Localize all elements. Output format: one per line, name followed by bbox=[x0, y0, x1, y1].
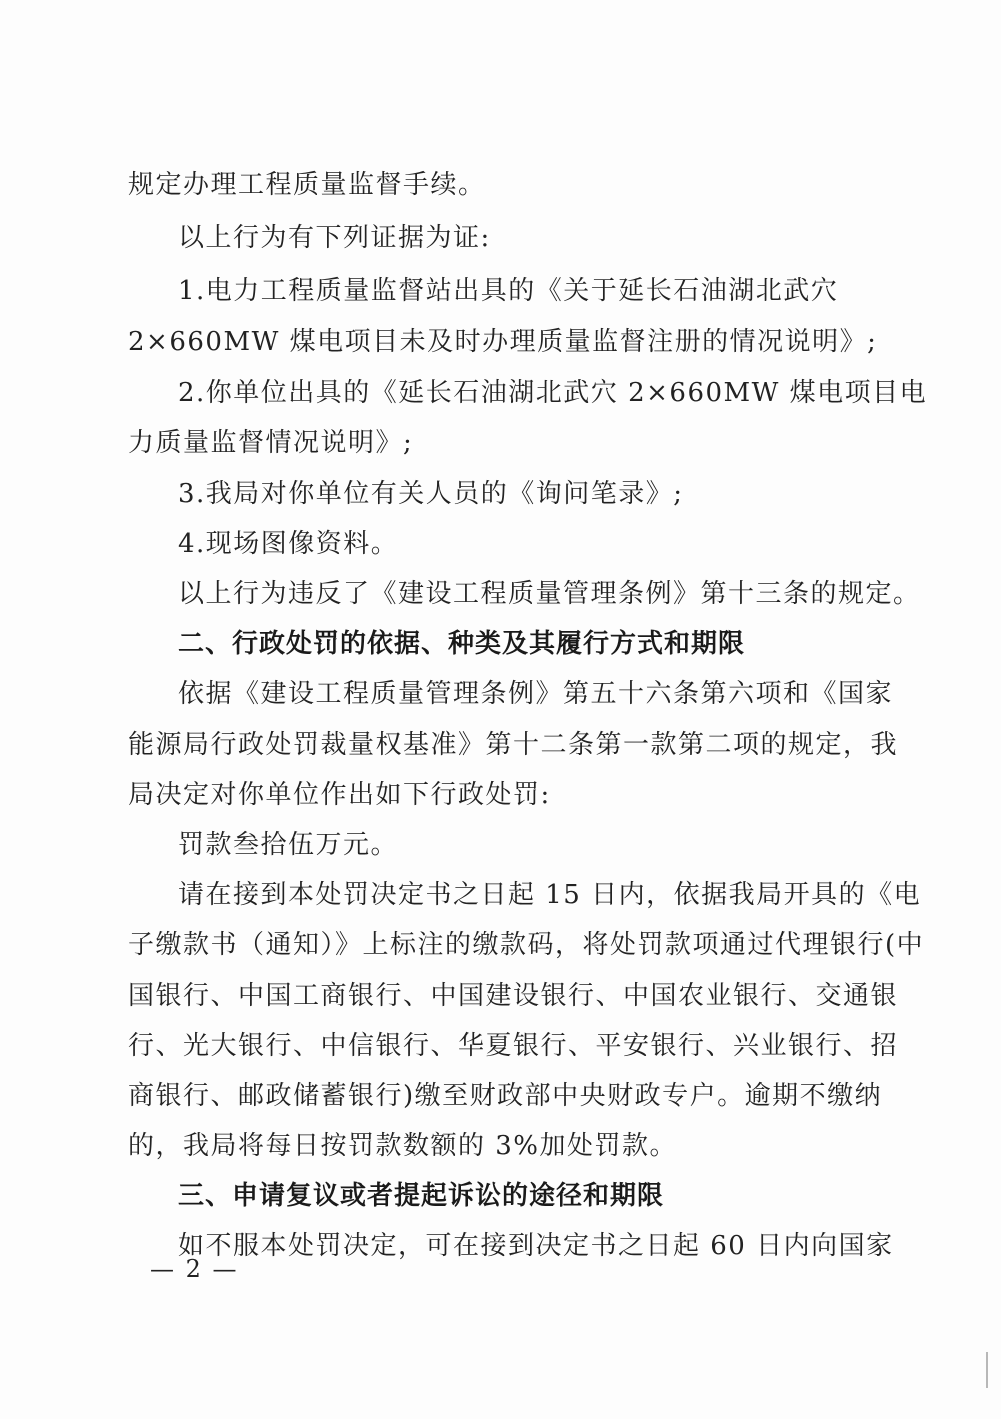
evidence-item-3: 3.我局对你单位有关人员的《询问笔录》; bbox=[178, 479, 684, 509]
paragraph-line: 规定办理工程质量监督手续。 bbox=[128, 170, 486, 200]
paragraph-line: 的，我局将每日按罚款数额的 3%加处罚款。 bbox=[128, 1131, 678, 1161]
page-number: — 2 — bbox=[150, 1255, 239, 1283]
paragraph-line: 国银行、中国工商银行、中国建设银行、中国农业银行、交通银 bbox=[128, 981, 899, 1011]
paragraph-line: 行、光大银行、中信银行、华夏银行、平安银行、兴业银行、招 bbox=[128, 1031, 899, 1061]
evidence-item-4: 4.现场图像资料。 bbox=[178, 529, 399, 559]
evidence-item-2: 2.你单位出具的《延长石油湖北武穴 2×660MW 煤电项目电 bbox=[178, 378, 928, 408]
scan-edge-mark bbox=[986, 1352, 988, 1388]
penalty-line: 罚款叁拾伍万元。 bbox=[178, 830, 399, 860]
paragraph-line: 以上行为违反了《建设工程质量管理条例》第十三条的规定。 bbox=[178, 579, 921, 609]
paragraph-line: 能源局行政处罚裁量权基准》第十二条第一款第二项的规定，我 bbox=[128, 730, 899, 760]
section-heading-2: 二、行政处罚的依据、种类及其履行方式和期限 bbox=[178, 629, 746, 659]
paragraph-line: 2×660MW 煤电项目未及时办理质量监督注册的情况说明》; bbox=[128, 327, 878, 357]
paragraph-line: 商银行、邮政储蓄银行)缴至财政部中央财政专户。逾期不缴纳 bbox=[128, 1081, 883, 1111]
paragraph-line: 如不服本处罚决定，可在接到决定书之日起 60 日内向国家 bbox=[178, 1231, 894, 1261]
paragraph-line: 力质量监督情况说明》; bbox=[128, 428, 414, 458]
paragraph-line: 依据《建设工程质量管理条例》第五十六条第六项和《国家 bbox=[178, 679, 894, 709]
paragraph-line: 局决定对你单位作出如下行政处罚: bbox=[128, 780, 551, 810]
paragraph-line: 请在接到本处罚决定书之日起 15 日内，依据我局开具的《电 bbox=[178, 880, 922, 910]
section-heading-3: 三、申请复议或者提起诉讼的途径和期限 bbox=[178, 1181, 665, 1211]
paragraph-line: 以上行为有下列证据为证: bbox=[178, 223, 491, 253]
paragraph-line: 子缴款书（通知）》上标注的缴款码，将处罚款项通过代理银行(中 bbox=[128, 930, 925, 960]
evidence-item-1: 1.电力工程质量监督站出具的《关于延长石油湖北武穴 bbox=[178, 276, 839, 306]
